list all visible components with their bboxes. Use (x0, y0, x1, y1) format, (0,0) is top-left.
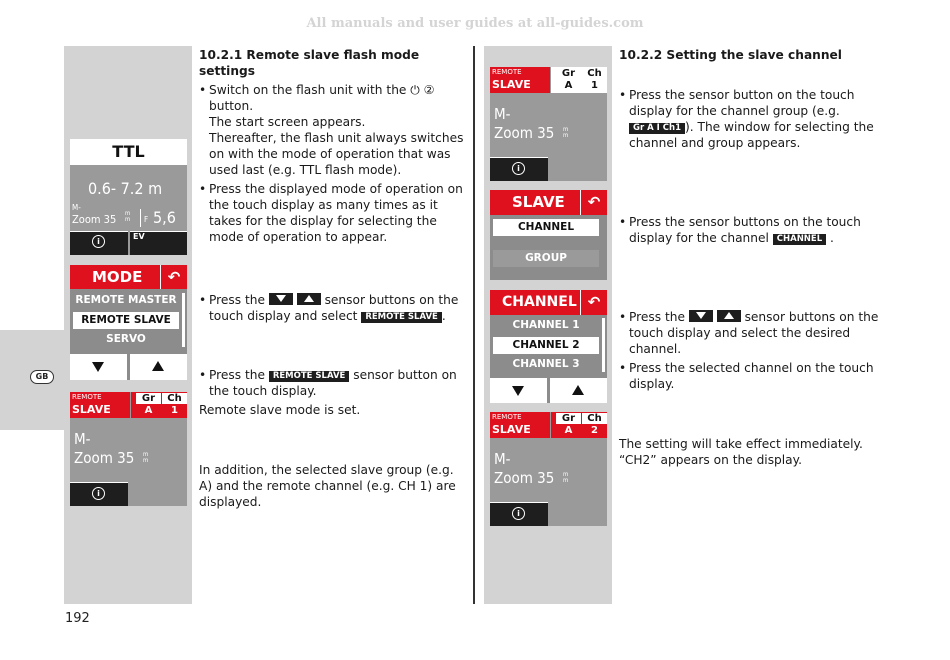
remote-slave-set-text: Remote slave mode is set. (199, 403, 361, 417)
left-b4-post: sensor button on the touch display. (209, 368, 457, 398)
remote-slave-screen-ch2 (490, 412, 607, 526)
arrow-up-icon (572, 385, 584, 395)
mode-item-servo[interactable]: SERVO (73, 332, 179, 347)
channel-value: 1 (171, 405, 178, 416)
remote2-mm: m m (563, 471, 569, 484)
left-b1-p3: Thereafter, the flash unit always switches on with the mode of operation that was used last (e.g. TTL flash mode). (209, 131, 464, 177)
right-bullet-4 (619, 360, 881, 392)
arrow-up-icon (152, 361, 164, 371)
ttl-f: F (144, 215, 149, 224)
ttl-ev-button[interactable] (130, 231, 187, 255)
channel-scrollbar[interactable] (602, 318, 605, 372)
left-bullet-3 (199, 292, 461, 324)
arrow-down-icon (512, 386, 524, 396)
mode-title: MODE (70, 265, 160, 289)
info-icon: i (92, 487, 105, 500)
slave-label: SLAVE (492, 78, 531, 91)
remote-slave-screen-top (490, 67, 607, 181)
watermark: All manuals and user guides at all-guides.com (306, 16, 644, 31)
power-icon: ⏻ (410, 83, 420, 97)
language-badge: GB (30, 370, 54, 384)
ch-label: Ch (587, 68, 602, 79)
left-b1-num: ② (423, 83, 435, 97)
right-effect-text: The setting will take effect immediately. “CH2” appears on the display. (619, 437, 863, 467)
remote-top-zoom: Zoom 35 (494, 124, 555, 142)
section-heading-10-2-2: 10.2.2 Setting the slave channel (619, 48, 842, 62)
group-value: A (564, 425, 573, 436)
down-sensor-icon (269, 293, 293, 305)
group-button[interactable] (131, 392, 187, 418)
ttl-m: M- (72, 203, 81, 212)
ch-label: Ch (162, 393, 187, 404)
channel-title: CHANNEL (490, 290, 580, 315)
left-b1-rest: button. (209, 99, 254, 113)
channel-back-button[interactable]: ↶ (580, 290, 607, 315)
right-b3-post: sensor buttons on the touch display and select the desired channel. (629, 310, 879, 356)
down-sensor-icon (689, 310, 713, 322)
ttl-separator (140, 209, 141, 227)
gr-label: Gr (556, 413, 581, 424)
remote-label: REMOTE (492, 68, 522, 76)
up-sensor-icon (717, 310, 741, 322)
left-text-column (199, 47, 464, 245)
page-number: 192 (65, 611, 90, 626)
left-b1-line1: Switch on the flash unit with the (209, 83, 407, 97)
mode-back-button[interactable]: ↶ (160, 265, 187, 289)
left-bullet-1 (199, 82, 464, 178)
info-icon: i (512, 507, 525, 520)
right-b1-post: ). The window for selecting the channel and group appears. (629, 120, 874, 150)
ev-label: EV (133, 232, 145, 241)
slave-screen (490, 190, 607, 280)
mode-up-button[interactable] (130, 354, 187, 380)
mode-screen (70, 265, 187, 380)
remote-slave-inline-button: REMOTE SLAVE (269, 371, 350, 382)
remote-label: REMOTE (72, 393, 102, 401)
channel-screen (490, 290, 607, 403)
ttl-title: TTL (70, 139, 187, 165)
mode-item-remote-slave[interactable]: REMOTE SLAVE (73, 312, 179, 329)
slave-item-channel[interactable]: CHANNEL (493, 219, 599, 236)
remote1-info-button[interactable] (70, 482, 128, 506)
remote2-zoom: Zoom 35 (494, 469, 555, 487)
channel-item-1[interactable]: CHANNEL 1 (493, 318, 599, 333)
remote-slave-label[interactable] (490, 67, 550, 93)
left-additional-text: In addition, the selected slave group (e.g. A) and the remote channel (e.g. CH 1) are displayed. (199, 463, 456, 509)
remote1-m: M- (74, 430, 91, 448)
channel-inline-button: CHANNEL (773, 234, 826, 245)
left-b2-text: Press the displayed mode of operation on the touch display as many times as it takes for the display for selecting the mode of operation to appear. (209, 182, 463, 244)
right-bullet-1 (619, 87, 881, 151)
arrow-down-icon (92, 362, 104, 372)
right-b2-pre: Press the sensor buttons on the touch display for the channel (629, 215, 861, 245)
left-bullet-2 (199, 181, 464, 245)
group-channel-inline-button: Gr A I Ch1 (629, 123, 685, 134)
left-b3-end: . (441, 309, 446, 323)
remote-slave-label[interactable] (70, 392, 130, 418)
gr-label: Gr (136, 393, 161, 404)
channel-value: 2 (591, 425, 598, 436)
right-bullet-2 (619, 214, 881, 246)
right-bullet-3 (619, 309, 881, 392)
group-value: A (564, 80, 573, 91)
info-icon: i (92, 235, 105, 248)
ch-label: Ch (582, 413, 607, 424)
channel-value: 1 (591, 80, 598, 91)
group-button[interactable] (551, 67, 607, 93)
range-readout: 0.6- 7.2 m (88, 179, 163, 198)
section-heading-10-2-1: 10.2.1 Remote slave flash mode settings (199, 48, 420, 78)
channel-item-3[interactable]: CHANNEL 3 (493, 357, 599, 372)
left-b1-p2: The start screen appears. (209, 115, 366, 129)
ttl-info-button[interactable] (70, 231, 128, 255)
ttl-aperture: 5,6 (153, 208, 176, 227)
channel-item-2[interactable]: CHANNEL 2 (493, 337, 599, 354)
remote-top-mm: m m (563, 126, 569, 139)
mode-item-remote-master[interactable]: REMOTE MASTER (73, 293, 179, 308)
info-icon: i (512, 162, 525, 175)
remote-slave-screen-ch1 (70, 392, 187, 506)
right-b3-pre: Press the (629, 310, 685, 324)
up-sensor-icon (297, 293, 321, 305)
column-divider (473, 46, 475, 604)
slave-title: SLAVE (490, 190, 580, 215)
ttl-screen (70, 139, 187, 255)
gr-label: Gr (561, 68, 576, 79)
remote-top-m: M- (494, 105, 511, 123)
left-b3-pre: Press the (209, 293, 265, 307)
mode-scrollbar[interactable] (182, 293, 185, 347)
remote-slave-inline-button: REMOTE SLAVE (361, 312, 442, 323)
ttl-zoom: Zoom 35 (72, 213, 117, 226)
left-b4-pre: Press the (209, 368, 265, 382)
right-b4-text: Press the selected channel on the touch display. (629, 361, 874, 391)
channel-up-button[interactable] (550, 378, 607, 403)
group-value: A (144, 405, 153, 416)
group-button[interactable] (551, 412, 607, 438)
left-bullet-4 (199, 367, 461, 418)
remote-label: REMOTE (492, 413, 522, 421)
slave-label: SLAVE (72, 403, 111, 416)
remote-slave-label[interactable] (490, 412, 550, 438)
slave-label: SLAVE (492, 423, 531, 436)
remote1-zoom: Zoom 35 (74, 449, 135, 467)
remote2-m: M- (494, 450, 511, 468)
mode-down-button[interactable] (70, 354, 127, 380)
left-b3-mid: sensor buttons on the touch display and select (209, 293, 459, 323)
ttl-mm: m m (125, 210, 131, 223)
slave-back-button[interactable]: ↶ (580, 190, 607, 215)
remote-top-info-button[interactable] (490, 157, 548, 181)
right-b2-end: . (830, 231, 834, 245)
channel-down-button[interactable] (490, 378, 547, 403)
right-b1-pre: Press the sensor button on the touch display for the channel group (e.g. (629, 88, 855, 118)
remote2-info-button[interactable] (490, 502, 548, 526)
slave-item-group[interactable]: GROUP (493, 250, 599, 267)
remote1-mm: m m (143, 451, 149, 464)
